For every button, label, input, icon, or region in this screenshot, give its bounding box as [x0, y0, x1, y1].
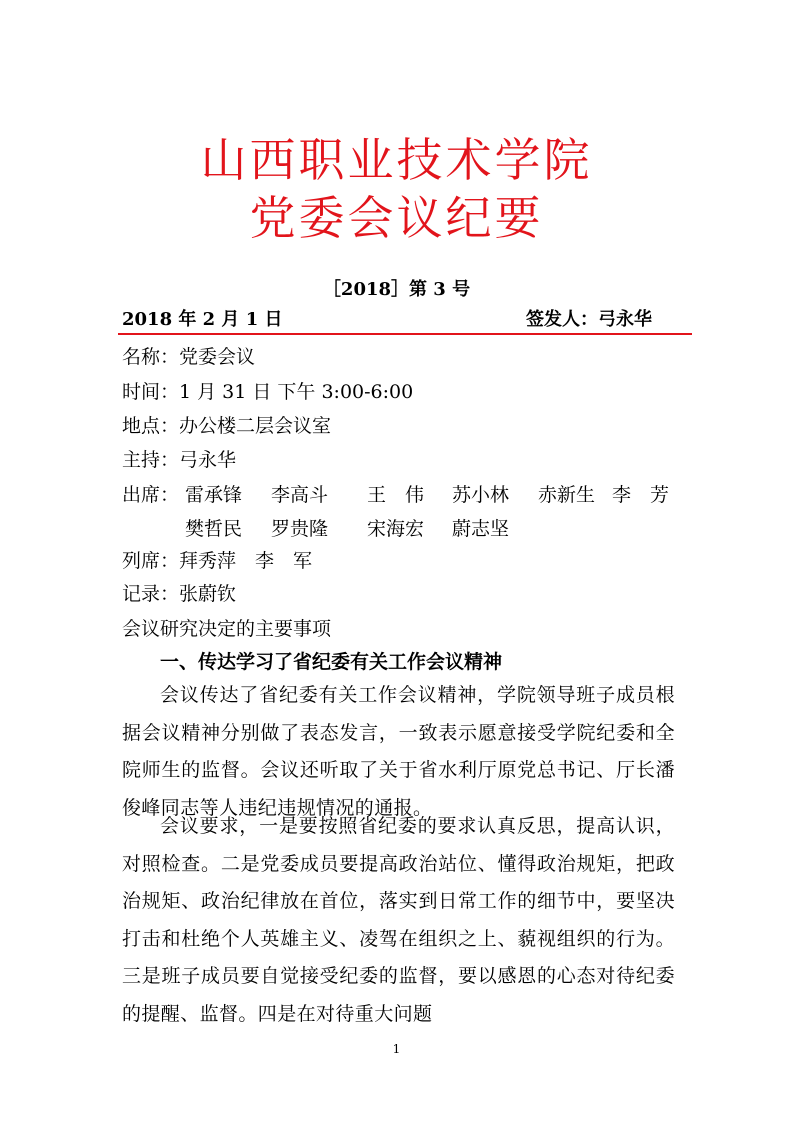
paragraph-1: 会议传达了省纪委有关工作会议精神，学院领导班子成员根据会议精神分别做了表态发言，一致表示愿意接受学院纪委和全院师生的监督。会议还听取了关于省水利厅原党总书记、厅长潘俊峰同志等人违纪违规情况的通报。 — [122, 684, 675, 819]
item1-heading: 一、传达学习了省纪委有关工作会议精神 — [160, 651, 503, 673]
issue-date: 2018 年 2 月 1 日 — [122, 309, 283, 330]
section-heading: 会议研究决定的主要事项 — [122, 618, 332, 640]
meeting-name: 名称：党委会议 — [122, 346, 256, 368]
meeting-observers: 列席：拜秀萍 李 军 — [122, 550, 313, 572]
meeting-location: 地点：办公楼二层会议室 — [122, 415, 332, 437]
meeting-recorder: 记录：张蔚钦 — [122, 583, 237, 605]
attendee-name: 苏小林 — [452, 484, 510, 506]
attendees-block — [122, 482, 682, 542]
document-title-line2: 党委会议纪要 — [249, 191, 544, 245]
attendee-name: 蔚志坚 — [452, 518, 510, 540]
page-number: 1 — [392, 1042, 401, 1056]
attendee-name: 李 芳 — [612, 484, 670, 506]
red-divider-line — [118, 333, 692, 335]
document-title-line1: 山西职业技术学院 — [200, 133, 593, 187]
meeting-time: 时间：1 月 31 日 下午 3:00-6:00 — [122, 381, 414, 403]
attendee-name: 宋海宏 — [367, 518, 425, 540]
attendee-name: 赤新生 — [538, 484, 596, 506]
signer: 签发人：弓永华 — [526, 309, 652, 330]
attendee-name: 雷承锋 — [185, 484, 243, 506]
attendee-name: 罗贵隆 — [271, 518, 329, 540]
attendee-name: 李高斗 — [271, 484, 329, 506]
attendee-name: 樊哲民 — [185, 518, 243, 540]
document-number: ［2018］第 3 号 — [322, 279, 471, 300]
attendees-label: 出席： — [122, 484, 180, 506]
meeting-host: 主持：弓永华 — [122, 449, 237, 471]
paragraph-2: 会议要求，一是要按照省纪委的要求认真反思，提高认识，对照检查。二是党委成员要提高政治站位、懂得政治规矩，把政治规矩、政治纪律放在首位，落实到日常工作的细节中，要坚决打击和杜绝个人英雄主义、凌驾在组织之上、藐视组织的行为。三是班子成员要自觉接受纪委的监督，要以感恩的心态对待纪委的提醒、监督。四是在对待重大问题 — [122, 815, 675, 1025]
attendee-name: 王 伟 — [367, 484, 425, 506]
